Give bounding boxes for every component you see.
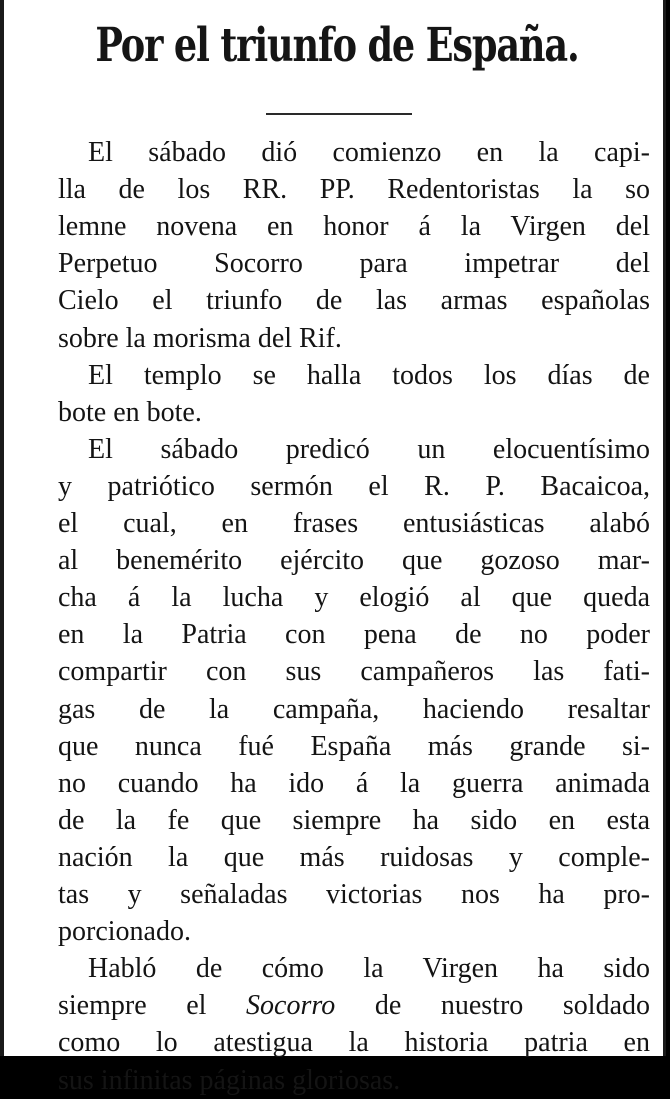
line-italic-word: Socorro: [246, 990, 336, 1022]
article-line: lemne novena en honor á la Virgen del: [58, 211, 650, 243]
article-line: de la fe que siempre ha sido en esta: [58, 804, 650, 836]
article-line: Perpetuo Socorro para impetrar del: [58, 248, 650, 280]
article-line: tas y señaladas victorias nos ha pro-: [58, 879, 650, 910]
article-line: el cual, en frases entusiásticas alabó: [58, 508, 650, 539]
article-line: sus infinitas páginas gloriosas.: [58, 1064, 401, 1096]
article-line: al benemérito ejército que gozoso mar-: [58, 545, 650, 577]
article-line: en la Patria con pena de no poder: [58, 619, 650, 651]
article-line: El sábado dió comienzo en la capi-: [88, 137, 650, 168]
article-line: compartir con sus campañeros las fati-: [58, 656, 650, 688]
line-text: siempre el: [58, 990, 247, 1022]
article-line: porcionado.: [58, 916, 191, 948]
article-line: como lo atestigua la historia patria en: [58, 1027, 650, 1059]
line-text: de nuestro soldado: [335, 990, 650, 1022]
article-line: gas de la campaña, haciendo resaltar: [58, 693, 650, 725]
article-line: sobre la morisma del Rif.: [58, 322, 342, 354]
article-line: nación la que más ruidosas y comple-: [58, 841, 650, 873]
headline-divider: [266, 113, 412, 115]
article-line: Habló de cómo la Virgen ha sido: [88, 953, 650, 985]
article-line: El templo se halla todos los días de: [88, 359, 650, 391]
article-line: Cielo el triunfo de las armas españolas: [58, 285, 650, 317]
article-line: que nunca fué España más grande si-: [58, 730, 650, 762]
article-line: y patriótico sermón el R. P. Bacaicoa,: [58, 470, 650, 502]
article-line: bote en bote.: [58, 396, 202, 428]
article-headline: Por el triunfo de España.: [95, 18, 579, 73]
article-line: no cuando ha ido á la guerra animada: [58, 767, 650, 799]
article-line: cha á la lucha y elogió al que queda: [58, 582, 650, 614]
article-line: lla de los RR. PP. Redentoristas la so: [58, 174, 650, 206]
article-line: [58, 987, 650, 1024]
article-line: El sábado predicó un elocuentísimo: [88, 433, 650, 465]
